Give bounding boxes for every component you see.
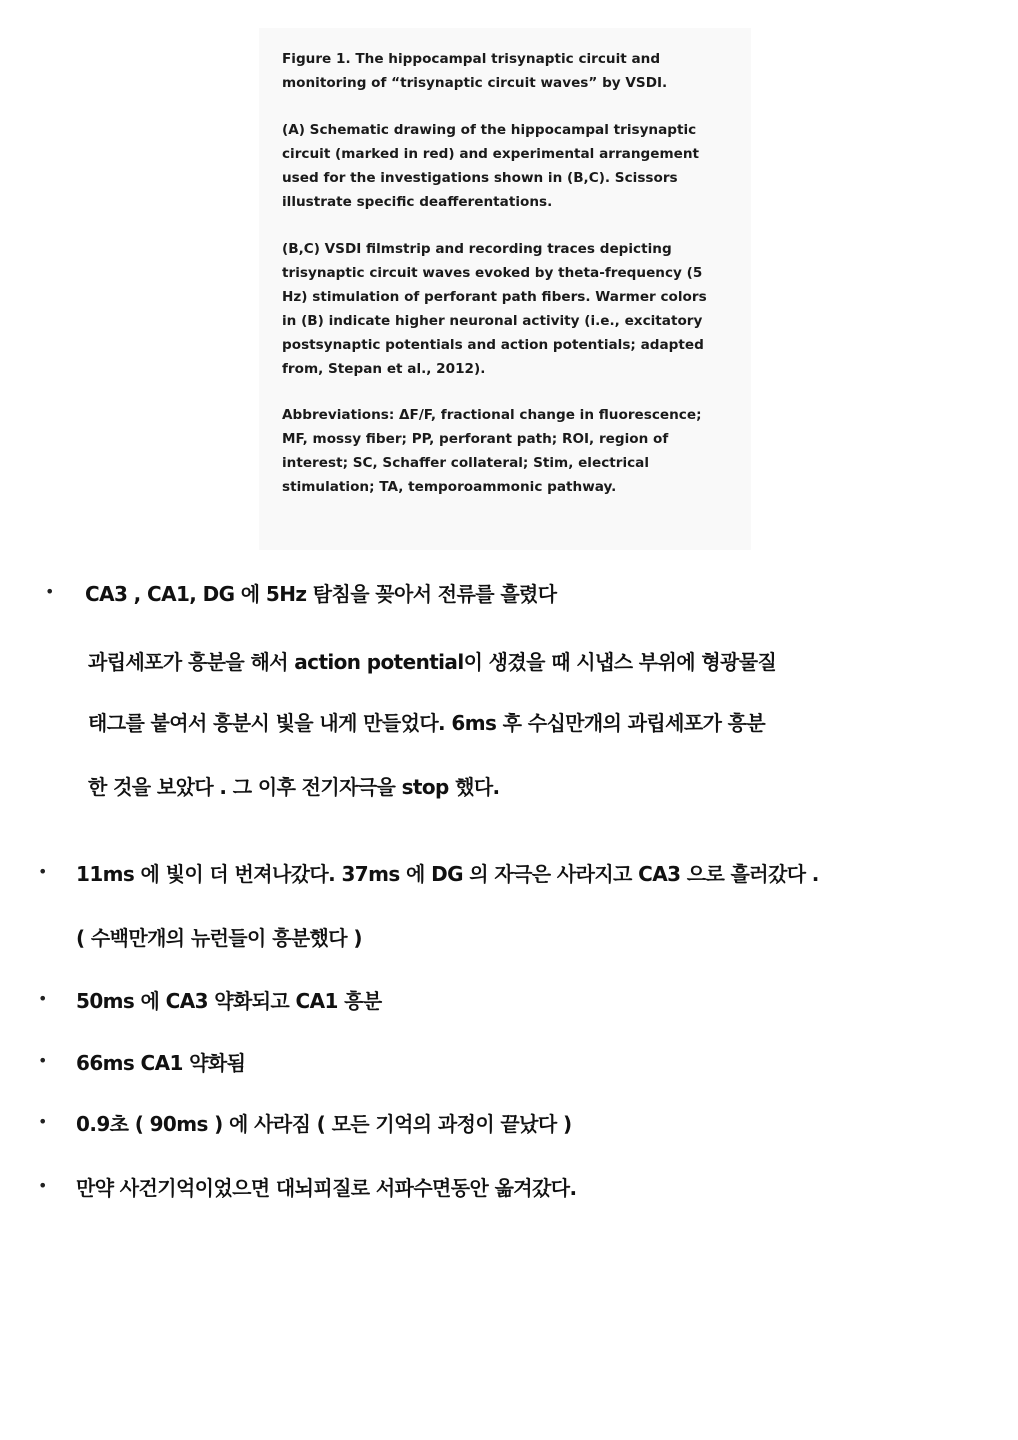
note-item-3: 50ms 에 CA3 약화되고 CA1 흥분 [76,989,382,1013]
bullet-marker: • [38,1051,48,1070]
note-item-4: 66ms CA1 약화됨 [76,1051,246,1075]
note-item-5: 0.9초 ( 90ms ) 에 사라짐 ( 모든 기억의 과정이 끝났다 ) [76,1112,572,1136]
figure-caption-abbreviations: Abbreviations: ΔF/F, fractional change in fluorescence; MF, mossy fiber; PP, perforant path; ROI, region of interest; SC, Schaffer collateral; Stim, electrical stimulation; TA, temporoammonic pathway. [282,407,702,495]
note-item-6: 만약 사건기억이었으면 대뇌피질로 서파수면동안 옮겨갔다. [76,1176,577,1200]
note-item-1-line-1: CA3 , CA1, DG 에 5Hz 탐침을 꽂아서 전류를 흘렸다 [85,582,557,606]
note-item-2-line-1: 11ms 에 빛이 더 번져나갔다. 37ms 에 DG 의 자극은 사라지고 CA3 으로 흘러갔다 . [76,862,819,886]
figure-caption-panel-a: (A) Schematic drawing of the hippocampal trisynaptic circuit (marked in red) and experimental arrangement used for the investigations shown in (B,C). Scissors illustrate specific deafferentations. [282,122,700,210]
bullet-marker: • [38,1176,48,1195]
bullet-marker: • [38,989,48,1008]
note-item-1-line-3: 태그를 붙여서 흥분시 빛을 내게 만들었다. 6ms 후 수십만개의 과립세포가 흥분 [88,711,766,735]
note-item-1-line-2: 과립세포가 흥분을 해서 action potential이 생겼을 때 시냅스 부위에 형광물질 [88,650,777,674]
figure-caption-title: Figure 1. The hippocampal trisynaptic circuit and monitoring of “trisynaptic circuit waves” by VSDI. [282,51,668,91]
note-item-2-line-2: ( 수백만개의 뉴런들이 흥분했다 ) [76,926,362,950]
note-item-1-line-4: 한 것을 보았다 . 그 이후 전기자극을 stop 했다. [88,775,500,799]
bullet-marker: • [38,862,48,881]
bullet-marker: • [38,1112,48,1131]
figure-caption-panel-bc: (B,C) VSDI filmstrip and recording traces depicting trisynaptic circuit waves evoked by theta-frequency (5 Hz) stimulation of perforant path fibers. Warmer colors in (B) indicate higher neuronal activity (i.e., excitatory postsynaptic potentials and action potentials; adapted from, Stepan et al., 2012). [282,241,707,377]
bullet-marker: • [45,582,55,601]
